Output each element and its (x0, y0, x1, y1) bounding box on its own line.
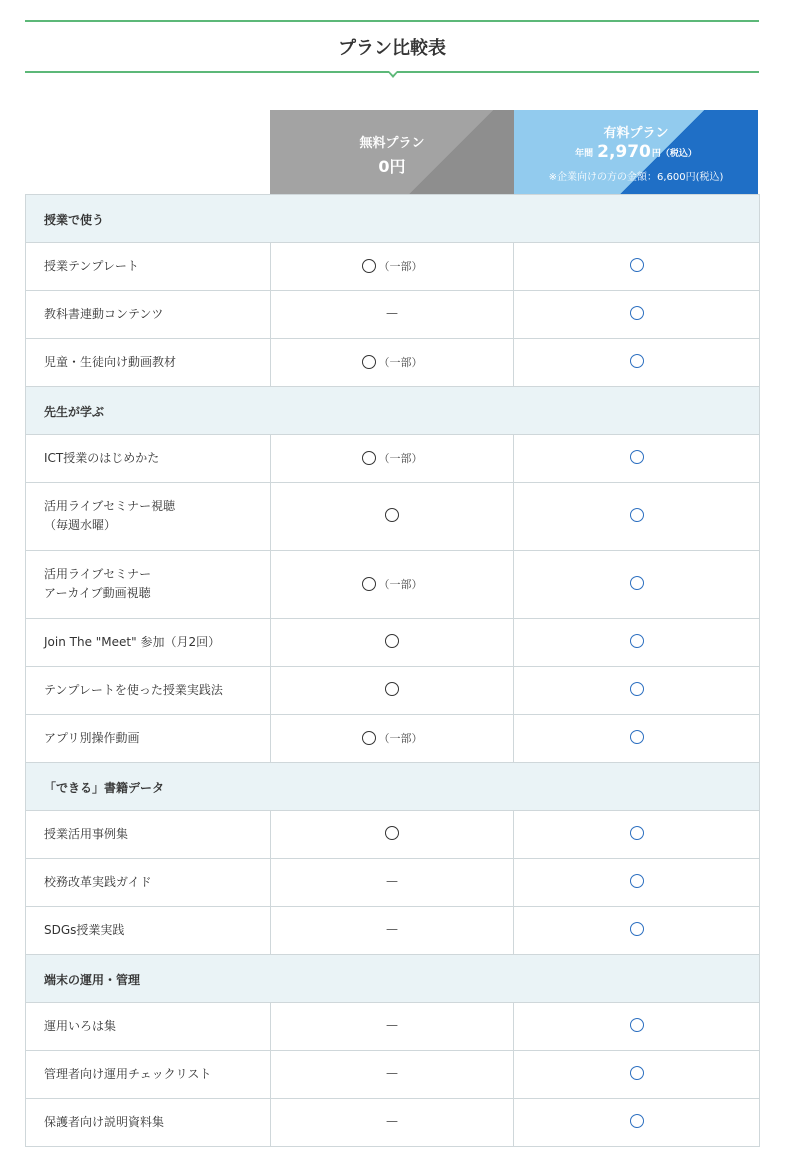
paid-plan-cell (515, 435, 759, 482)
feature-label (44, 1113, 164, 1132)
comparison-title-bar (25, 20, 759, 74)
table-row (26, 339, 759, 387)
circle-available-icon (630, 826, 644, 840)
category-row (26, 195, 759, 243)
circle-available-icon (362, 259, 376, 273)
feature-label-line: SDGs授業実践 (44, 923, 125, 937)
free-plan-cell (270, 619, 514, 666)
free-plan-cell (270, 667, 514, 714)
free-availability (271, 634, 513, 648)
circle-available-icon (630, 634, 644, 648)
circle-available-icon (630, 306, 644, 320)
feature-label-line: Join The "Meet" 参加（月2回） (44, 635, 221, 649)
paid-plan-cell (515, 551, 759, 618)
table-row (26, 291, 759, 339)
circle-available-icon (385, 634, 399, 648)
dash-icon: — (386, 874, 398, 888)
feature-label (44, 1065, 211, 1084)
paid-availability (515, 874, 759, 888)
free-plan-cell (270, 1051, 514, 1098)
paid-plan-cell (515, 1003, 759, 1050)
free-availability (271, 354, 513, 370)
feature-label-line: 活用ライブセミナー視聴 (44, 499, 176, 513)
table-row (26, 667, 759, 715)
paid-plan-cell (515, 243, 759, 290)
free-availability (271, 576, 513, 592)
paid-availability (515, 682, 759, 696)
dash-icon: — (386, 922, 398, 936)
feature-label (44, 921, 124, 940)
free-plan-cell (270, 907, 514, 954)
paid-availability (515, 258, 759, 272)
feature-label (44, 565, 151, 603)
circle-available-icon (630, 354, 644, 368)
circle-available-icon (385, 826, 399, 840)
free-availability (271, 306, 513, 320)
table-row (26, 1003, 759, 1051)
feature-label (44, 681, 223, 700)
paid-availability (515, 922, 759, 936)
paid-plan-cell (515, 339, 759, 386)
free-plan-price: 0円 (378, 157, 406, 176)
circle-available-icon (630, 450, 644, 464)
title-top-rule (25, 20, 759, 22)
circle-available-icon (630, 922, 644, 936)
free-plan-cell (270, 243, 514, 290)
paid-price-amount: 2,970 (597, 142, 651, 162)
dash-icon: — (386, 1114, 398, 1128)
page-title: プラン比較表 (338, 38, 446, 59)
table-row (26, 619, 759, 667)
category-row (26, 387, 759, 435)
circle-available-icon (385, 508, 399, 522)
circle-available-icon (630, 1066, 644, 1080)
feature-label (44, 257, 139, 276)
free-plan-name: 無料プラン (359, 136, 425, 151)
partial-label: （一部） (378, 356, 423, 369)
paid-plan-cell (515, 291, 759, 338)
circle-available-icon (630, 682, 644, 696)
free-availability (271, 450, 513, 466)
circle-available-icon (362, 355, 376, 369)
free-availability (271, 258, 513, 274)
paid-plan-note: ※企業向けの方の金額：6,600円(税込) (548, 172, 724, 183)
dash-icon: — (386, 306, 398, 320)
circle-available-icon (385, 682, 399, 696)
free-plan-header (270, 110, 514, 194)
free-plan-cell (270, 483, 514, 550)
paid-availability (515, 306, 759, 320)
paid-plan-cell (515, 1051, 759, 1098)
paid-plan-header (514, 110, 758, 194)
free-availability (271, 682, 513, 696)
circle-available-icon (630, 730, 644, 744)
feature-label-line: 保護者向け説明資料集 (44, 1115, 165, 1129)
paid-availability (515, 826, 759, 840)
feature-label (44, 1017, 116, 1036)
free-availability (271, 1018, 513, 1032)
free-availability (271, 1114, 513, 1128)
title-notch-inner (389, 71, 397, 75)
feature-label-line: アプリ別操作動画 (44, 731, 140, 745)
free-plan-cell (270, 339, 514, 386)
free-availability (271, 730, 513, 746)
partial-label: （一部） (378, 260, 423, 273)
category-title: 授業で使う (44, 213, 105, 227)
feature-label-line: 児童・生徒向け動画教材 (44, 355, 177, 369)
feature-label (44, 497, 175, 535)
circle-available-icon (630, 874, 644, 888)
feature-label-line-2: アーカイブ動画視聴 (44, 586, 151, 600)
paid-plan-name: 有料プラン (603, 126, 669, 141)
free-plan-cell (270, 715, 514, 762)
paid-plan-cell (515, 907, 759, 954)
category-title: 先生が学ぶ (44, 405, 105, 419)
circle-available-icon (630, 508, 644, 522)
paid-availability (515, 354, 759, 368)
paid-availability (515, 450, 759, 464)
paid-availability (515, 634, 759, 648)
partial-label: （一部） (378, 732, 423, 745)
dash-icon: — (386, 1066, 398, 1080)
feature-label (44, 353, 176, 372)
feature-label (44, 873, 152, 892)
table-row (26, 859, 759, 907)
paid-price-suffix: 円（税込） (651, 149, 697, 159)
paid-availability (515, 730, 759, 744)
category-title: 端末の運用・管理 (44, 973, 141, 987)
free-plan-cell (270, 551, 514, 618)
free-plan-cell (270, 435, 514, 482)
comparison-table (25, 194, 760, 1147)
feature-label (44, 633, 220, 652)
circle-available-icon (362, 577, 376, 591)
paid-plan-cell (515, 483, 759, 550)
paid-availability (515, 1066, 759, 1080)
circle-available-icon (630, 1114, 644, 1128)
free-plan-cell (270, 291, 514, 338)
free-availability (271, 508, 513, 522)
feature-label (44, 729, 140, 748)
table-row (26, 483, 759, 551)
paid-availability (515, 508, 759, 522)
feature-label-line: 授業テンプレート (44, 259, 139, 273)
paid-availability (515, 1018, 759, 1032)
partial-label: （一部） (378, 578, 423, 591)
paid-plan-cell (515, 1099, 759, 1146)
feature-label-line: 授業活用事例集 (44, 827, 129, 841)
paid-plan-cell (515, 667, 759, 714)
category-row (26, 763, 759, 811)
feature-label-line: テンプレートを使った授業実践法 (44, 683, 223, 697)
paid-availability (515, 576, 759, 590)
category-row (26, 955, 759, 1003)
dash-icon: — (386, 1018, 398, 1032)
paid-plan-cell (515, 619, 759, 666)
table-row (26, 243, 759, 291)
paid-plan-price (514, 142, 758, 162)
feature-label (44, 449, 159, 468)
circle-available-icon (630, 576, 644, 590)
circle-available-icon (362, 451, 376, 465)
table-row (26, 907, 759, 955)
table-row (26, 435, 759, 483)
paid-plan-cell (515, 811, 759, 858)
table-row (26, 715, 759, 763)
feature-label-line: 活用ライブセミナー (44, 567, 152, 581)
free-availability (271, 922, 513, 936)
paid-plan-cell (515, 715, 759, 762)
free-plan-cell (270, 811, 514, 858)
table-row (26, 551, 759, 619)
circle-available-icon (362, 731, 376, 745)
circle-available-icon (630, 258, 644, 272)
feature-label-line: 管理者向け運用チェックリスト (44, 1067, 212, 1081)
free-availability (271, 826, 513, 840)
table-row (26, 811, 759, 859)
table-row (26, 1051, 759, 1099)
circle-available-icon (630, 1018, 644, 1032)
free-plan-cell (270, 1003, 514, 1050)
feature-label-line: 運用いろは集 (44, 1019, 117, 1033)
paid-availability (515, 1114, 759, 1128)
paid-plan-cell (515, 859, 759, 906)
feature-label-line-2: （毎週水曜） (44, 518, 117, 532)
feature-label (44, 305, 163, 324)
table-row (26, 1099, 759, 1147)
feature-label (44, 825, 128, 844)
category-title: 「できる」書籍データ (44, 781, 165, 795)
free-availability (271, 1066, 513, 1080)
feature-label-line: 校務改革実践ガイド (44, 875, 152, 889)
free-plan-cell (270, 859, 514, 906)
paid-price-prefix: 年間 (575, 149, 594, 159)
partial-label: （一部） (378, 452, 423, 465)
free-availability (271, 874, 513, 888)
feature-label-line: ICT授業のはじめかた (44, 451, 160, 465)
feature-label-line: 教科書連動コンテンツ (44, 307, 164, 321)
free-plan-cell (270, 1099, 514, 1146)
